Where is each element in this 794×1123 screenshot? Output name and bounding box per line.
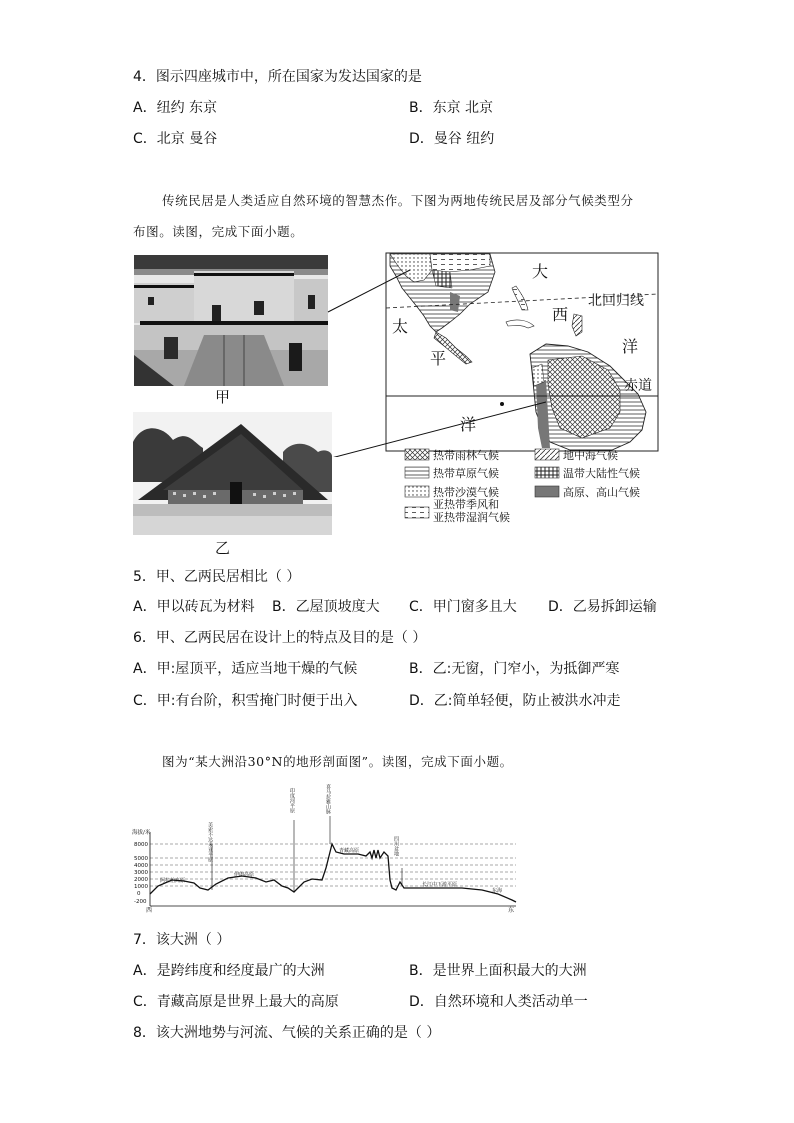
legend-continental: 温带大陆性气候 [563, 467, 640, 480]
climate-map [320, 252, 660, 457]
q4-option-c[interactable]: C．北京 曼谷 [133, 131, 218, 147]
profile-east: 东 [508, 907, 515, 914]
legend-swatch-rainforest [405, 449, 429, 460]
legend-desert: 热带沙漠气候 [433, 486, 499, 499]
q5-stem: 5．甲、乙两民居相比（ ） [133, 569, 301, 585]
intro2-line1: 图为“某大洲沿30°N的地形剖面图”。读图，完成下面小题。 [162, 754, 513, 769]
ytick-8000: 8000 [134, 842, 148, 848]
q6-option-a[interactable]: A．甲:屋顶平，适应当地干燥的气候 [133, 661, 358, 677]
label-himalaya: 喜马拉雅山脉 [325, 784, 331, 814]
map-label-xi: 西 [552, 305, 569, 324]
map-label-da: 大 [532, 262, 549, 281]
legend-swatch-savanna [405, 467, 429, 478]
q5-option-c[interactable]: C．甲门窗多且大 [409, 599, 517, 615]
q4-option-b[interactable]: B．东京 北京 [409, 100, 494, 116]
legend-swatch-continental [535, 467, 559, 478]
legend-swatch-highland [535, 486, 559, 497]
label-iran-plateau: 伊朗高原 [234, 872, 255, 878]
label-indus-plain: 印度河平原 [289, 788, 295, 813]
ytick-5000: 5000 [134, 856, 148, 862]
q6-option-c[interactable]: C．甲:有台阶，积雪掩门时便于出入 [133, 693, 358, 709]
ytick-neg200: -200 [134, 899, 147, 905]
legend-subtropical-2: 亚热带湿润气候 [433, 511, 510, 524]
q6-stem: 6．甲、乙两民居在设计上的特点及目的是（ ） [133, 630, 427, 646]
map-label-ping: 平 [430, 349, 447, 368]
q7-option-c[interactable]: C．青藏高原是世界上最大的高原 [133, 994, 339, 1010]
label-arabian-plateau: 阿拉伯高原 [160, 878, 186, 884]
profile-west: 西 [146, 907, 153, 914]
legend-savanna: 热带草原气候 [433, 467, 499, 480]
legend-swatch-desert [405, 486, 429, 497]
label-sichuan-basin: 四川盆地 [393, 836, 399, 856]
q5-option-b[interactable]: B．乙屋顶坡度大 [272, 599, 380, 615]
legend-subtropical-1: 亚热带季风和 [433, 498, 499, 511]
ytick-2000: 2000 [134, 877, 148, 883]
legend-swatch-mediterranean [535, 449, 559, 460]
map-label-yang-pacific: 洋 [460, 415, 477, 434]
q4-option-a[interactable]: A．纽约 东京 [133, 100, 218, 116]
photo-jia-adobe-house [134, 255, 328, 386]
climate-legend [395, 445, 665, 555]
ytick-1000: 1000 [134, 884, 148, 890]
q8-stem: 8．该大洲地势与河流、气候的关系正确的是（ ） [133, 1025, 441, 1041]
photo-label-yi: 乙 [215, 539, 231, 557]
legend-highland: 高原、高山气候 [563, 486, 640, 499]
q7-option-d[interactable]: D．自然环境和人类活动单一 [409, 994, 588, 1010]
label-east-china-sea: 东海 [492, 888, 503, 894]
ytick-3000: 3000 [134, 870, 148, 876]
q4-option-d[interactable]: D．曼谷 纽约 [409, 131, 495, 147]
q6-option-d[interactable]: D．乙:简单轻便，防止被洪水冲走 [409, 693, 621, 709]
q7-option-a[interactable]: A．是跨纬度和经度最广的大洲 [133, 963, 325, 979]
q7-stem: 7．该大洲（ ） [133, 932, 231, 948]
label-yangtze-plain: 长江中下游平原 [422, 882, 458, 888]
label-mesopotamia: 美索不达米亚平原 [207, 822, 213, 862]
intro1-line1: 传统民居是人类适应自然环境的智慧杰作。下图为两地传统民居及部分气候类型分 [162, 193, 634, 208]
photo-yi-thatched-house [133, 412, 332, 535]
label-tibet-plateau: 青藏高原 [339, 848, 360, 854]
profile-ylabel: 海拔/米 [132, 830, 151, 836]
legend-mediterranean: 地中海气候 [563, 449, 618, 462]
legend-swatch-subtropical [405, 507, 429, 518]
q4-stem: 4．图示四座城市中，所在国家为发达国家的是 [133, 69, 422, 85]
photo-label-jia: 甲 [215, 388, 231, 406]
q5-option-d[interactable]: D．乙易拆卸运输 [548, 599, 657, 615]
intro1-line2: 布图。读图，完成下面小题。 [133, 224, 304, 239]
q7-option-b[interactable]: B．是世界上面积最大的大洲 [409, 963, 587, 979]
terrain-profile [132, 782, 522, 917]
ytick-0: 0 [137, 891, 141, 897]
equator-label: 赤道 [624, 378, 652, 394]
map-label-tai: 太 [392, 317, 409, 336]
ytick-4000: 4000 [134, 863, 148, 869]
map-label-yang-atlantic: 洋 [622, 337, 639, 356]
q5-option-a[interactable]: A．甲以砖瓦为材料 [133, 599, 255, 615]
q6-option-b[interactable]: B．乙:无窗，门窄小，为抵御严寒 [409, 661, 620, 677]
tropic-label: 北回归线 [588, 293, 644, 309]
legend-rainforest: 热带雨林气候 [433, 449, 499, 462]
